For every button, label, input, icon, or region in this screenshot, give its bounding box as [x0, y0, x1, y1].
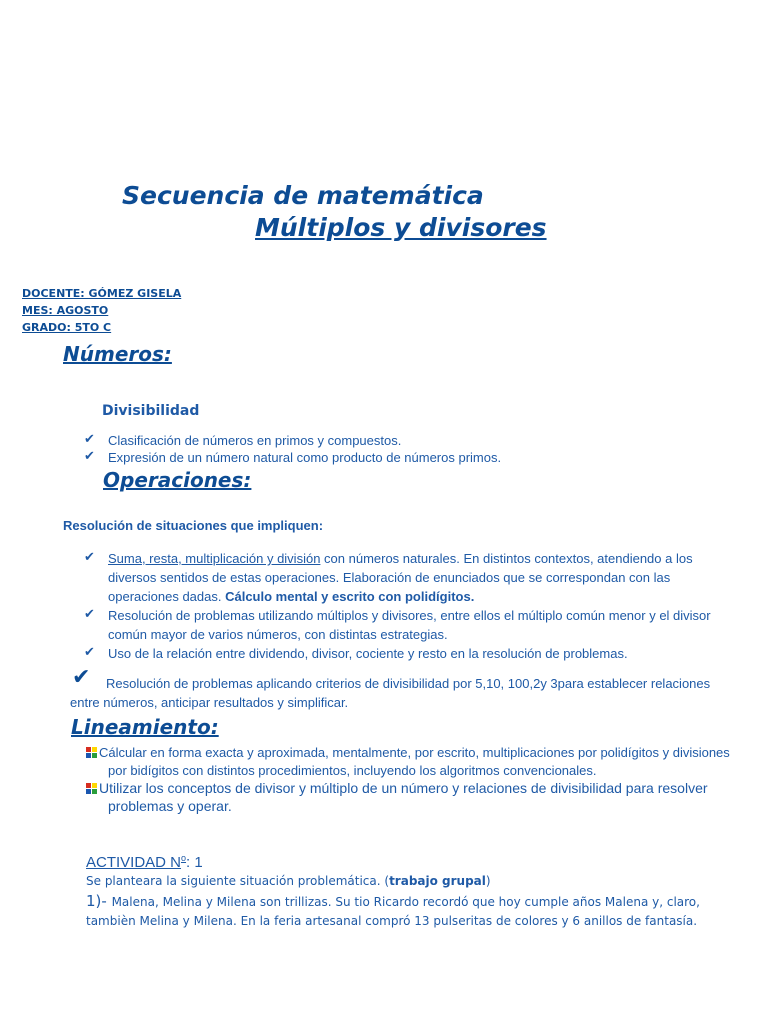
four-color-diamond-icon [86, 783, 97, 794]
operaciones-item-3: Uso de la relación entre dividendo, divisor, cociente y resto en la resolución de problemas. [108, 646, 628, 661]
numeros-item-2: Expresión de un número natural como producto de números primos. [108, 450, 502, 465]
operaciones-intro: Resolución de situaciones que impliquen: [63, 518, 324, 533]
lineamiento-item-1-text: Cálcular en forma exacta y aproximada, mentalmente, por escrito, multiplicaciones por polidígitos y divisiones por bidígitos con distintos procedimientos, incluyendo los algoritmos convencionales. [99, 745, 730, 778]
problem-number: 1)- [86, 892, 112, 910]
actividad-problem [86, 892, 726, 931]
operaciones-item-1-underlined: Suma, resta, multiplicación y división [108, 551, 321, 566]
check-mark-icon: ✔ [84, 549, 95, 564]
actividad-heading [86, 853, 203, 871]
operaciones-item-1-bold: Cálculo mental y escrito con polidígitos. [225, 589, 475, 604]
mes-label: MES: AGOSTO [22, 304, 109, 317]
grado-label: GRADO: 5TO C [22, 321, 112, 334]
check-mark-icon: ✔ [84, 431, 95, 446]
title-line-2: Múltiplos y divisores [255, 213, 547, 242]
operaciones-item-4: Resolución de problemas aplicando criterios de divisibilidad por 5,10, 100,2y 3para establecer relaciones entre números, anticipar resultados y simplificar. [70, 676, 711, 710]
operaciones-item-1 [108, 549, 718, 606]
actividad-intro-suffix: ) [485, 874, 491, 888]
docente-label: DOCENTE: GÓMEZ GISELA [22, 287, 182, 300]
actividad-heading-sup: o [181, 853, 187, 863]
problem-text: Malena, Melina y Milena son trillizas. Su tio Ricardo recordó que hoy cumple años Malena y, claro, tambièn Melina y Milena. En la feria artesanal compró 13 pulseritas de colores y 6 anillos de fantasía. [86, 895, 700, 928]
four-color-diamond-icon [86, 747, 97, 758]
actividad-heading-suffix: : 1 [186, 854, 203, 871]
check-mark-icon: ✔ [84, 448, 95, 463]
lineamiento-heading: Lineamiento: [71, 715, 219, 739]
actividad-intro-prefix: Se planteara la siguiente situación problemática. ( [86, 874, 390, 888]
check-mark-icon: ✔ [84, 644, 95, 659]
numeros-heading: Números: [63, 342, 172, 366]
operaciones-heading: Operaciones: [103, 468, 252, 492]
operaciones-item-1-text: con números naturales. En distintos contextos, atendiendo a los diversos sentidos de estas operaciones. Elaboración de enunciados que se correspondan con las operaciones dadas. [108, 551, 693, 604]
operaciones-item-2: Resolución de problemas utilizando múltiplos y divisores, entre ellos el múltiplo común menor y el divisor común mayor de varios números, con distintas estrategias. [108, 608, 711, 642]
title-line-1: Secuencia de matemática [122, 181, 484, 210]
numeros-item-1: Clasificación de números en primos y compuestos. [108, 433, 402, 448]
lineamiento-item-2-text: Utilizar los conceptos de divisor y múltiplo de un número y relaciones de divisibilidad para resolver problemas y operar. [99, 780, 708, 814]
actividad-heading-prefix: ACTIVIDAD N [86, 854, 182, 871]
check-mark-icon: ✔ [72, 664, 91, 689]
actividad-intro [86, 874, 491, 888]
lineamiento-item-1 [86, 744, 738, 780]
lineamiento-item-2 [86, 779, 738, 815]
check-mark-icon: ✔ [84, 606, 95, 621]
divisibilidad-subheading: Divisibilidad [102, 403, 200, 419]
actividad-intro-bold: trabajo grupal [389, 874, 486, 888]
